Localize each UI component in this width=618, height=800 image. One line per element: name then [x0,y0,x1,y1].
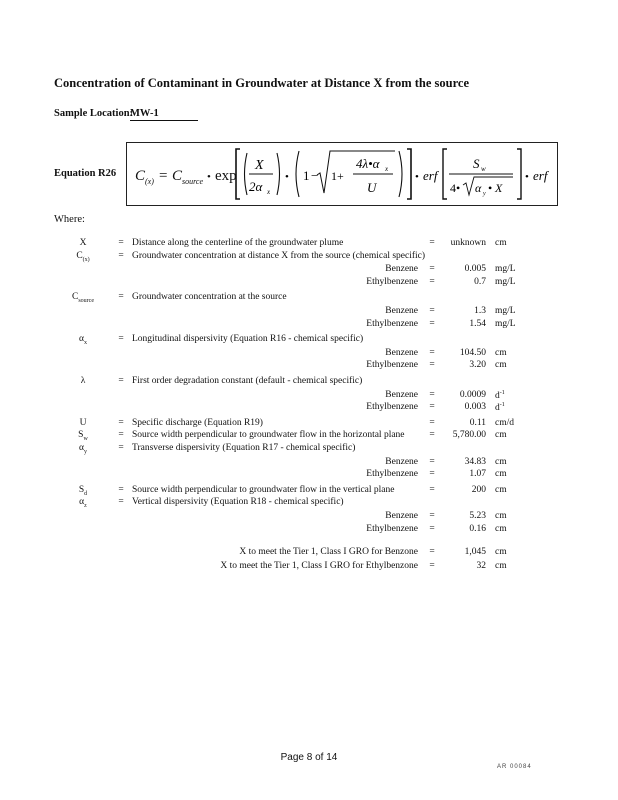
equals-sign: = [429,561,435,571]
variable-symbol: $S_w$ [78,430,88,443]
variable-unit: $d^{-1}$ [495,402,505,414]
equals-sign: = [429,306,435,316]
equals-sign: = [429,469,435,480]
variable-unit: mg/L [495,264,516,275]
variable-symbol: $C_{source}$ [71,292,94,305]
variable-description: Source width perpendicular to groundwater flow in the vertical plane [132,484,395,495]
equals-sign: = [118,443,124,453]
page-title: Concentration of Contaminant in Groundwater at Distance X from the source [54,76,470,90]
svg-text:1+: 1+ [331,169,344,183]
sample-location-value: MW-1 [130,108,198,121]
equals-sign: = [429,430,435,441]
equals-sign: = [118,238,124,248]
variable-description: Distance along the centerline of the groundwater plume [132,238,344,248]
chemical-label: Ethylbenzene [366,469,418,480]
variable-value: 0.11 [469,417,486,428]
variable-symbol: $\alpha_x$ [79,334,87,347]
chemical-label: Benzene [385,456,418,467]
svg-text:•: • [415,171,419,183]
equals-sign: = [429,456,435,467]
page-footer: Page 8 of 14 [280,752,338,763]
variable-value: 0.0009 [459,389,486,400]
svg-text:erf: erf [423,168,438,183]
svg-text:source: source [182,177,204,186]
where-label: Where: [54,214,85,225]
svg-text:X: X [495,181,503,195]
svg-text:4λ•α: 4λ•α [356,156,380,171]
variable-description: Groundwater concentration at the source [132,292,287,303]
variable-unit: cm [495,347,507,358]
svg-text:=: = [159,168,168,184]
equals-sign: = [429,318,435,329]
variable-unit: cm [495,430,507,441]
equals-sign: = [118,292,124,303]
variable-symbol: $C_{(x)}$ [76,250,90,263]
svg-text:−: − [311,168,319,183]
equals-sign: = [118,484,124,495]
result-unit: cm [495,561,507,571]
result-label: X to meet the Tier 1, Class I GRO for Benzone [239,547,418,557]
variable-value: unknown [450,238,486,248]
chemical-label: Ethylbenzene [366,276,418,287]
variable-value: 200 [471,484,486,495]
chemical-label: Benzene [385,511,418,521]
result-value: 1,045 [464,547,486,557]
variable-value: 0.003 [464,402,486,413]
variable-description: Vertical dispersivity (Equation R18 - chemical specific) [132,497,344,508]
svg-text:•: • [285,171,289,183]
variable-value: 0.005 [464,264,486,275]
chemical-label: Ethylbenzene [366,318,418,329]
equals-sign: = [118,417,124,428]
variable-unit: mg/L [495,276,516,287]
svg-text:•: • [488,181,493,195]
chemical-label: Benzene [385,347,418,358]
svg-text:C: C [135,168,146,184]
variable-value: 104.50 [459,347,486,358]
variable-description: Source width perpendicular to groundwater flow in the horizontal plane [132,430,405,441]
variable-symbol: U [79,417,87,428]
svg-text:y: y [483,191,486,197]
variable-unit: cm [495,511,507,521]
chemical-label: Ethylbenzene [366,402,418,413]
variable-value: 0.7 [474,276,486,287]
equals-sign: = [429,402,435,413]
equals-sign: = [429,511,435,521]
equals-sign: = [118,430,124,441]
equals-sign: = [118,497,124,508]
variable-description: Transverse dispersivity (Equation R17 - chemical specific) [132,443,356,453]
document-stamp: AR 00084 [497,764,532,770]
equals-sign: = [118,250,124,261]
equals-sign: = [118,376,124,386]
svg-text:C: C [172,168,183,184]
equation-formula [127,143,557,205]
sample-location-label: Sample Location: [54,108,134,119]
variable-unit: mg/L [495,306,516,316]
variable-description: Specific discharge (Equation R19) [132,417,263,428]
variable-value: 1.54 [469,318,486,329]
equals-sign: = [429,238,435,248]
chemical-label: Benzene [385,264,418,275]
result-label: X to meet the Tier 1, Class I GRO for Ethylbenzone [220,561,418,571]
variable-symbol: λ [80,376,86,386]
svg-text:exp: exp [215,168,237,184]
variable-unit: cm [495,484,507,495]
equals-sign: = [429,264,435,275]
svg-text:erf: erf [533,168,548,183]
variable-unit: cm [495,360,507,371]
variable-value: 1.07 [469,469,486,480]
variable-description: Groundwater concentration at distance X from the source (chemical specific) [132,250,426,261]
variable-symbol: X [79,238,87,248]
svg-text:x: x [267,188,271,196]
variable-unit: mg/L [495,318,516,329]
svg-text:•: • [525,171,529,183]
variable-symbol: $S_d$ [78,484,88,497]
equals-sign: = [429,523,435,534]
equals-sign: = [429,276,435,287]
svg-text:X: X [255,158,264,173]
svg-text:S: S [473,156,480,171]
equals-sign: = [429,417,435,428]
svg-text:x: x [385,165,389,173]
variable-symbol: $\alpha_z$ [79,497,87,510]
result-value: 32 [476,561,486,571]
chemical-label: Ethylbenzene [366,523,418,534]
variable-unit: $d^{-1}$ [495,389,505,401]
chemical-label: Ethylbenzene [366,360,418,371]
equation-label: Equation R26 [54,168,117,179]
equals-sign: = [429,547,435,557]
equals-sign: = [429,484,435,495]
variable-unit: cm/d [495,417,514,428]
variable-value: 3.20 [469,360,486,371]
svg-text:1: 1 [303,168,310,183]
variable-value: 5.23 [469,511,486,521]
chemical-label: Benzene [385,389,418,400]
variable-unit: cm [495,523,507,534]
variable-description: First order degradation constant (default - chemical specific) [132,376,363,386]
variable-value: 34.83 [464,456,486,467]
equals-sign: = [429,360,435,371]
result-unit: cm [495,547,507,557]
equals-sign: = [118,334,124,345]
svg-text:U: U [367,180,377,195]
svg-text:(x): (x) [145,177,154,186]
chemical-label: Benzene [385,306,418,316]
variable-symbol: $\alpha_y$ [79,443,87,455]
svg-text:α: α [475,181,482,195]
variable-value: 0.16 [469,523,486,534]
equals-sign: = [429,389,435,400]
variable-unit: cm [495,456,507,467]
variable-value: 5,780.00 [452,430,486,441]
variable-unit: cm [495,238,507,248]
variable-value: 1.3 [474,306,486,316]
svg-text:•: • [207,171,211,183]
variable-unit: cm [495,469,507,480]
equation-box [126,142,558,206]
svg-text:2α: 2α [249,179,263,194]
svg-text:4•: 4• [450,181,461,195]
svg-text:w: w [481,165,486,173]
variable-description: Longitudinal dispersivity (Equation R16 - chemical specific) [132,334,364,345]
equals-sign: = [429,347,435,358]
